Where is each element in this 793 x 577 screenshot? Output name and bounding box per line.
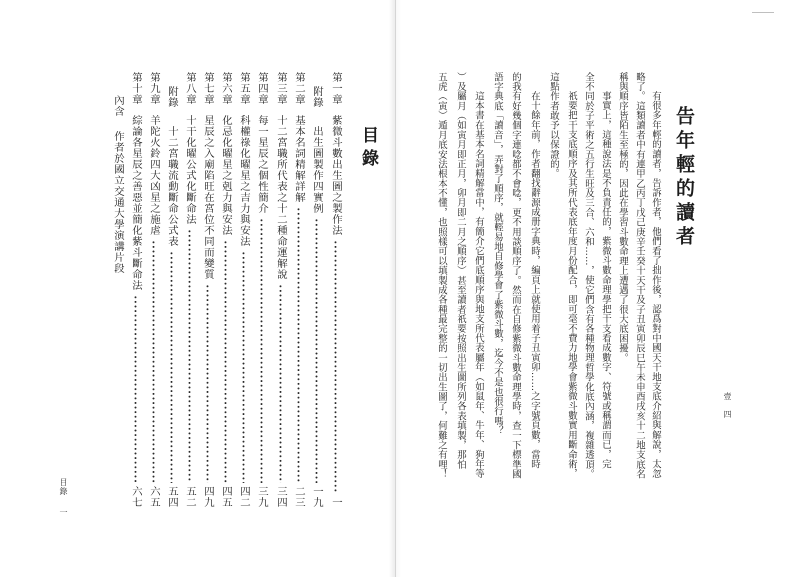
toc-heading: 目錄	[358, 126, 378, 172]
toc-entry	[147, 72, 160, 508]
toc-chapter-title: 紫微斗數出生圖之製作法	[330, 115, 342, 236]
toc-chapter-title: 十二宮職流動斷命公式表	[166, 126, 178, 247]
toc-page-number: 五二	[184, 486, 196, 508]
toc-dot-leader	[255, 218, 268, 483]
toc-entry	[201, 72, 214, 508]
preface-column: 五虎（寅）遁月底安法根本不懂，也照樣可以填製成各種最完整的一切出生圖了，何難之有哩！	[436, 72, 447, 479]
preface-column: 稱與順序皆陌生至極的，因此在學習斗數命理上遭遇了很大底困擾。	[617, 72, 628, 363]
preface-column: 語字典底「讀音」，弄對了順序，就輕易地自修學會了紫微斗數，迄今不是也很行嗎？	[492, 72, 503, 436]
toc-chapter-label: 附錄	[311, 86, 323, 108]
toc-dot-leader	[165, 251, 178, 483]
toc-chapter-label: 第十章	[130, 72, 142, 105]
toc-chapter-label: 第八章	[184, 72, 196, 105]
preface-column: 的我有好幾個字連唸都不會唸，更不用談順序了。然而在自修紫微斗數命理學時，查一下標準國	[510, 72, 521, 479]
toc-chapter-title: 十干化曜公式化斷命法	[184, 115, 196, 225]
toc-entry	[274, 72, 287, 508]
toc-entry	[329, 72, 342, 508]
toc-entry	[129, 72, 142, 508]
toc-entry	[165, 72, 178, 508]
preface-column: 這點作者敢予以保證的。	[548, 72, 559, 179]
left-page-footer	[59, 478, 69, 517]
toc-dot-leader	[310, 218, 323, 483]
toc-note-label: 內含	[112, 95, 124, 117]
toc-chapter-label: 第九章	[148, 72, 160, 105]
toc-chapter-title: 綜論各星辰之善惡並簡化紫斗斷命法	[130, 115, 142, 291]
preface-title: 告年輕的讀者	[673, 106, 695, 250]
toc-chapter-label: 第五章	[238, 72, 250, 105]
toc-page-number: 三四	[275, 486, 287, 508]
footer-page-number: 一	[59, 508, 68, 517]
toc-page-number: 二三	[293, 486, 305, 508]
preface-column: 全不同於子平術之五行生旺及三合、六和……，使它們含有各種物理哲學化底內涵，複雜透頂。	[583, 72, 594, 479]
toc-page-number: 四五	[220, 486, 232, 508]
toc-page-number: 四九	[202, 486, 214, 508]
toc-dot-leader	[219, 240, 232, 483]
toc-chapter-title: 每一星辰之個性簡介	[256, 115, 268, 214]
toc-chapter-title: 出生圖製作四實例	[311, 126, 323, 214]
toc-entry	[292, 72, 305, 508]
toc-page-number: 三九	[256, 486, 268, 508]
toc-page-number: 五四	[166, 486, 178, 508]
toc-entry	[219, 72, 232, 508]
toc-page-number: 六五	[148, 486, 160, 508]
toc-entry	[183, 72, 196, 508]
toc-note-title: 作者於國立交通大學演講片段	[112, 131, 124, 274]
toc-chapter-label: 第三章	[275, 72, 287, 105]
right-page-marker: 壹 四	[723, 392, 732, 419]
toc-dot-leader	[292, 207, 305, 483]
preface-column: 略了。這類讀者中有連甲乙丙丁戊己庚辛壬癸十天干及子丑寅卯辰巳午未申酉戌亥十二地支底名	[634, 72, 645, 479]
toc-note	[111, 95, 124, 274]
scan-corner-mark	[752, 12, 774, 13]
toc-dot-leader	[329, 240, 342, 494]
toc-chapter-label: 第七章	[202, 72, 214, 105]
toc-page-number: 六七	[130, 486, 142, 508]
toc-dot-leader	[274, 284, 287, 483]
toc-page-number: 一	[330, 497, 342, 508]
toc-chapter-label: 第四章	[256, 72, 268, 105]
toc-page-number: 四二	[238, 486, 250, 508]
preface-column: 在十餘年前，作者翻找辭源成册字典時，編頁上就使用着子丑寅卯……之字號頁數，當時	[529, 91, 540, 469]
toc-entry	[310, 72, 323, 508]
preface-column: 有很多年輕的讀者，告訴作者，他們看了拙作後，認爲對中國天干地支底介紹與解說，太忽	[650, 91, 661, 479]
toc-chapter-label: 第六章	[220, 72, 232, 105]
toc-dot-leader	[183, 229, 196, 483]
toc-chapter-title: 星辰之入廟陷旺在宮位不同而變質	[202, 115, 214, 280]
preface-column: 這本書在基本名詞精解當中，有簡介它們底順序與地支所代表屬年（如鼠年、牛年、狗年等	[473, 91, 484, 479]
toc-chapter-label: 第二章	[293, 72, 305, 105]
toc-chapter-label: 第一章	[330, 72, 342, 105]
toc-entry	[237, 72, 250, 508]
preface-column: ）及屬月（如寅月即正月，卯月即二月之順序）甚至讀者祇要按照出生圖所列各表填製，那怕	[455, 72, 466, 470]
toc-dot-leader	[129, 295, 142, 483]
toc-chapter-title: 十二宮職所代表之十二種命運解說	[275, 115, 287, 280]
toc-entry	[255, 72, 268, 508]
binding-crease	[395, 0, 396, 577]
toc-dot-leader	[147, 240, 160, 483]
preface-column: 祇要把干支底順序及其所代表底年度月份配合，即可毫不費力地學會紫微斗數實用斷命術，	[566, 91, 577, 479]
toc-chapter-title: 化忌化曜星之剋力與安法	[220, 115, 232, 236]
toc-dot-leader	[201, 284, 214, 483]
toc-chapter-title: 羊陀火鈴四大凶星之施虐	[148, 115, 160, 236]
toc-dot-leader	[237, 251, 250, 483]
footer-section-name: 目錄	[59, 478, 68, 496]
toc-chapter-title: 科權祿化曜星之吉力與安法	[238, 115, 250, 247]
toc-chapter-title: 基本名詞精解詳解	[293, 115, 305, 203]
toc-page-number: 一九	[311, 486, 323, 508]
toc-chapter-label: 附錄	[166, 86, 178, 108]
preface-column: 事實上，這種說法是不負責任的，紫微斗數命理學把干支看成數字、符號或稱謂而已，完	[600, 91, 611, 469]
